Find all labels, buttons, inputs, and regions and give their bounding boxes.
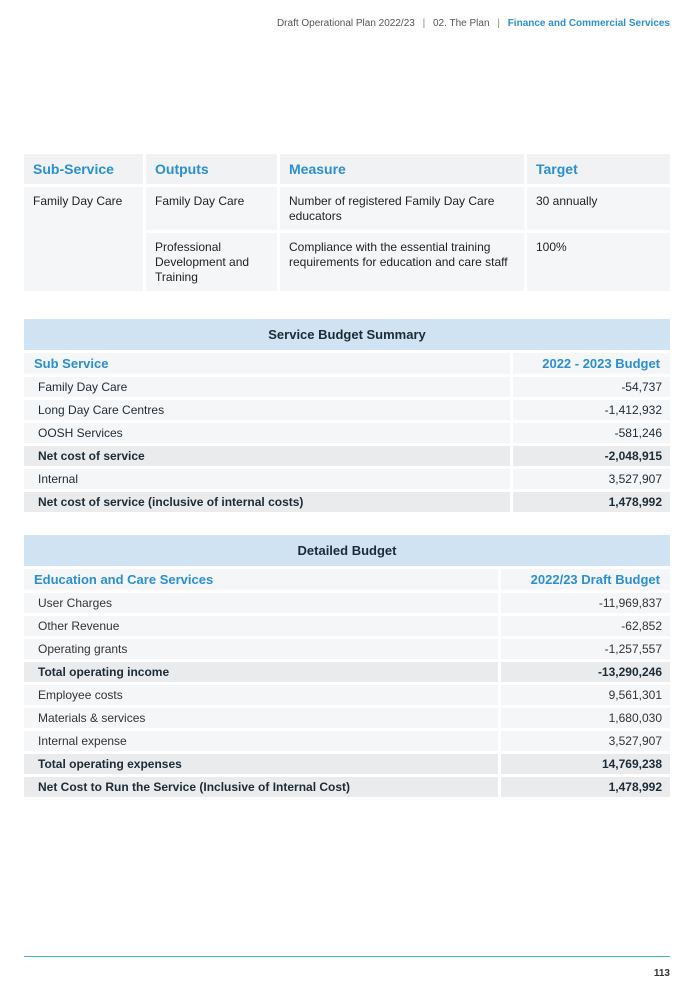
total-row [24,777,670,797]
page-header [277,18,670,29]
chapter-label: 02. The Plan [433,18,490,29]
row-label: Other Revenue [24,616,498,636]
measure-cell: Compliance with the essential training requirements for education and care staff [280,233,524,291]
table-title: Detailed Budget [24,535,670,566]
doc-title: Draft Operational Plan 2022/23 [276,18,415,29]
row-label: OOSH Services [24,423,510,443]
table-row [24,187,670,230]
row-value: -62,852 [501,616,670,636]
table-row [24,400,670,420]
row-label: Internal expense [24,731,498,751]
sub-service-cell: Family Day Care [24,187,143,291]
total-row [24,446,670,466]
section-label: Finance and Commercial Services [507,18,670,29]
col-header-value: 2022 - 2023 Budget [513,353,670,374]
row-value: -1,257,557 [501,639,670,659]
row-label: Operating grants [24,639,498,659]
row-label: User Charges [24,593,498,613]
total-row [24,754,670,774]
table-row [24,377,670,397]
row-label: Net cost of service (inclusive of internal costs) [24,492,510,512]
output-cell: Family Day Care [146,187,277,230]
table-row [24,593,670,613]
row-value: 3,527,907 [501,731,670,751]
measure-cell: Number of registered Family Day Care educators [280,187,524,230]
output-cell: Professional Development and Training [146,233,277,291]
page-number: 113 [653,968,670,979]
service-budget-summary-table [21,316,673,515]
row-label: Net Cost to Run the Service (Inclusive of Internal Cost) [24,777,498,797]
table-row [24,639,670,659]
row-value: 3,527,907 [513,469,670,489]
row-label: Materials & services [24,708,498,728]
row-label: Total operating expenses [24,754,498,774]
footer-divider [24,956,670,957]
table-title: Service Budget Summary [24,319,670,350]
row-value: -11,969,837 [501,593,670,613]
row-value: -581,246 [513,423,670,443]
total-row [24,662,670,682]
row-value: 9,561,301 [501,685,670,705]
row-label: Family Day Care [24,377,510,397]
row-value: 1,478,992 [501,777,670,797]
table-row [24,469,670,489]
col-header-label: Education and Care Services [24,569,498,590]
row-value: 1,478,992 [513,492,670,512]
col-header-target: Target [527,154,670,184]
row-value: -2,048,915 [513,446,670,466]
row-value: -13,290,246 [501,662,670,682]
total-row [24,492,670,512]
sub-service-table [21,151,673,294]
col-header-sub-service: Sub-Service [24,154,143,184]
table-row [24,616,670,636]
separator: | [422,18,426,29]
target-cell: 100% [527,233,670,291]
col-header-value: 2022/23 Draft Budget [501,569,670,590]
detailed-budget-table [21,532,673,800]
row-value: -1,412,932 [513,400,670,420]
row-label: Total operating income [24,662,498,682]
row-label: Employee costs [24,685,498,705]
table-row [24,708,670,728]
row-value: 1,680,030 [501,708,670,728]
table-row [24,731,670,751]
row-label: Net cost of service [24,446,510,466]
col-header-outputs: Outputs [146,154,277,184]
col-header-measure: Measure [280,154,524,184]
table-row [24,685,670,705]
row-value: -54,737 [513,377,670,397]
row-label: Long Day Care Centres [24,400,510,420]
table-row [24,423,670,443]
target-cell: 30 annually [527,187,670,230]
row-label: Internal [24,469,510,489]
row-value: 14,769,238 [501,754,670,774]
separator: | [497,18,500,29]
col-header-label: Sub Service [24,353,510,374]
